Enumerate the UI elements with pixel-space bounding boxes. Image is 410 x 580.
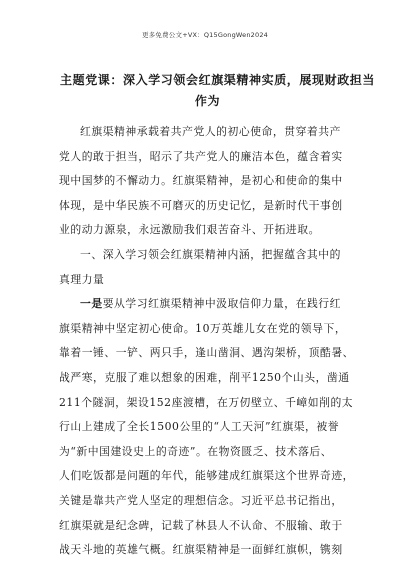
text-line: 红旗渠精神承载着共产党人的初心使命，贯穿着共产	[80, 125, 341, 138]
text-line: 行山上建成了全长1500公里的“人工天河”红旗渠，被誉	[59, 420, 340, 434]
text-line: 战严寒，克服了难以想象的困难，削平1250个山头，凿通	[59, 370, 350, 384]
text-line: 战天斗地的英雄气概。红旗渠精神是一面鲜红旗帜，镌刻	[59, 543, 343, 557]
page-header: 更多免费公文+VX：Q15GongWen2024	[142, 31, 268, 39]
text-line: 现中国梦的不懈动力。红旗渠精神，是初心和使命的集中	[59, 174, 343, 188]
text-line: 真理力量	[59, 272, 105, 286]
text-line: 一、深入学习领会红旗渠精神内涵，把握蕴含其中的	[80, 247, 341, 261]
title-line: 主题党课：深入学习领会红旗渠精神实质，展现财政担当	[60, 73, 376, 87]
document-title	[60, 70, 376, 112]
title-line: 作为	[194, 94, 221, 108]
text-line: 党人的敢于担当，昭示了共产党人的廉洁本色，蕴含着实	[59, 149, 343, 163]
text-line: 靠着一锤、一铲、两只手，逢山凿洞、遇沟架桥，顶酷暑、	[59, 346, 355, 360]
text-span: 要从学习红旗渠精神中汲取信仰力量，在践行红	[102, 297, 341, 311]
point-lead: 一是	[80, 297, 103, 311]
section-heading	[59, 243, 355, 292]
text-line: 为“新中国建设史上的奇迹”。在物资匮乏、技术落后、	[59, 444, 333, 458]
text-line: 关键是靠共产党人坚定的理想信念。习近平总书记指出，	[59, 493, 343, 507]
text-line: 旗渠精神中坚定初心使命。10万英雄儿女在党的领导下，	[59, 321, 347, 335]
document-body	[59, 120, 355, 563]
text-line	[59, 292, 355, 317]
text-line: 业的动力源泉，永远激励我们艰苦奋斗、开拓进取。	[59, 223, 320, 237]
text-line: 红旗渠就是纪念碑，记载了林县人不认命、不服输、敢于	[59, 518, 343, 532]
text-line: 人们吃饭都是问题的年代，能够建成红旗渠这个世界奇迹，	[59, 469, 355, 483]
text-line: 211个隧洞，架设152座渡槽，在万仞壁立、千嶂如削的太	[59, 395, 354, 409]
paragraph-intro	[59, 120, 355, 243]
paragraph-point-one	[59, 292, 355, 563]
text-line: 体现，是中华民族不可磨灭的历史记忆，是新时代干事创	[59, 198, 343, 212]
